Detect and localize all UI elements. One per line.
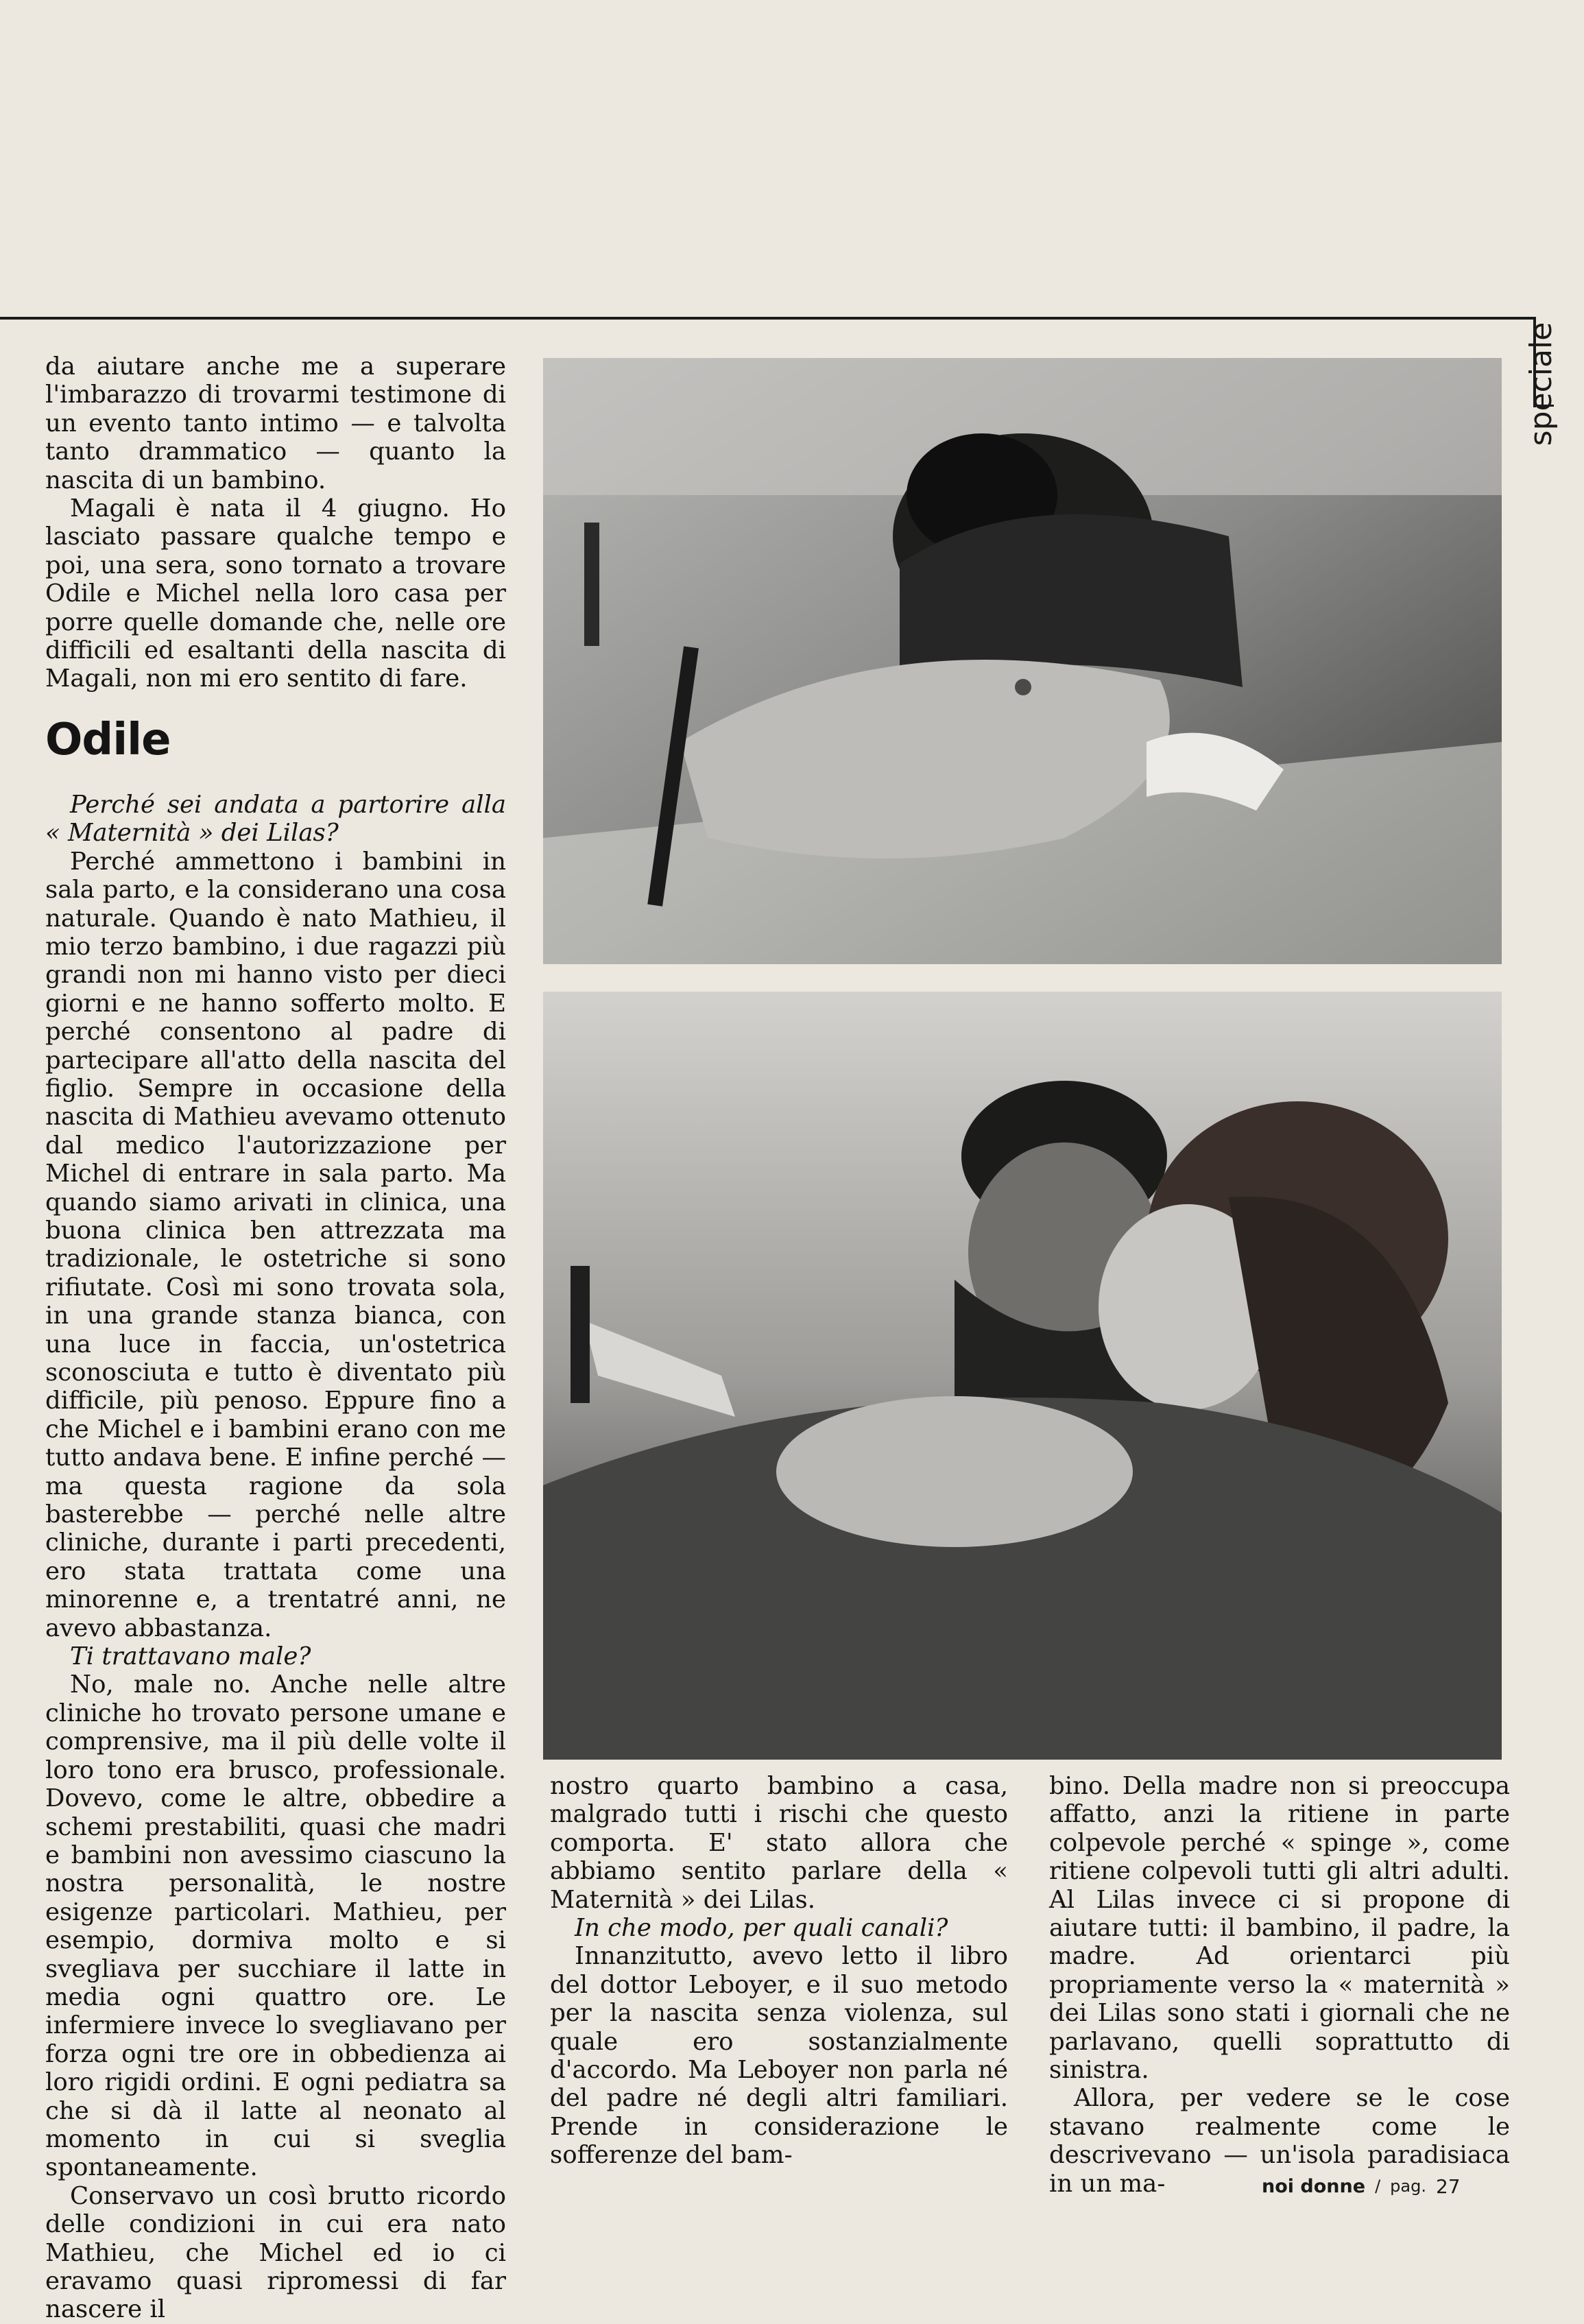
question-1: Perché sei andata a partorire alla « Maternità » dei Lilas? bbox=[45, 790, 506, 848]
photo-mother-and-father bbox=[543, 992, 1502, 1760]
question-3: In che modo, per quali canali? bbox=[575, 1914, 948, 1943]
page-label: pag. bbox=[1390, 2177, 1426, 2196]
answer-3: Conservavo un così brutto ricordo delle condizioni in cui era nato Mathieu, che Michel ed io ci eravamo quasi ripromessi di far nascere il bbox=[45, 2181, 506, 2324]
interview-heading: Odile bbox=[45, 714, 171, 765]
answer-5: Allora, per vedere se le cose stavano realmente come le descrivevano — un'isola paradisiaca in un ma- bbox=[1049, 2084, 1510, 2198]
page-footer bbox=[1262, 2172, 1536, 2200]
page-number: 27 bbox=[1435, 2175, 1461, 2198]
section-label: speciale bbox=[1524, 322, 1559, 446]
answer-2: No, male no. Anche nelle altre cliniche ho trovato persone umane e comprensive, ma il più delle volte il loro tono era brusco, professionale. Dovevo, come le altre, obbedire a schemi prestabiliti, quasi che madri e bambini non avessimo ciascuno la nostra personalità, le nostre esigenze particolari. Mathieu, per esempio, dormiva molto e si svegliava per succhiare il latte in media ogni quattro ore. Le infermiere invece lo svegliavano per forza ogni tre ore in obbedienza ai loro rigidi ordini. E ogni pediatra sa che si dà il latte al neonato al momento in cui si sveglia spontaneamente. bbox=[45, 1670, 506, 2182]
answer-1: Perché ammettono i bambini in sala parto, e la considerano una cosa naturale. Quando è nato Mathieu, il mio terzo bambino, i due ragazzi più grandi non mi hanno visto per dieci giorni e ne hanno sofferto molto. E perché consentono al padre di partecipare all'atto della nascita del figlio. Sempre in occasione della nascita di Mathieu avevamo ottenuto dal medico l'autorizzazione per Michel di entrare in sala parto. Ma quando siamo arivati in clinica, una buona clinica ben attrezzata ma tradizionale, le ostetriche si sono rifiutate. Così mi sono trovata sola, in una grande stanza bianca, con una luce in faccia, un'ostetrica sconosciuta e tutto è diventato più difficile, più penoso. Eppure fino a che Michel e i bambini erano con me tutto andava bene. E infine perché — ma questa ragione da sola basterebbe — perché nelle altre cliniche, durante i parti precedenti, ero stata trattata come una minorenne e, a trentatré anni, ne avevo abbastanza. bbox=[45, 847, 506, 1642]
intro-paragraph-2: Magali è nata il 4 giugno. Ho lasciato passare qualche tempo e poi, una sera, sono tornato a trovare Odile e Michel nella loro casa per porre quelle domande che, nelle ore difficili ed esaltanti della nascita di Magali, non mi ero sentito di fare. bbox=[45, 494, 506, 693]
column-3 bbox=[1049, 1772, 1510, 2198]
answer-4: Innanzitutto, avevo letto il libro del dottor Leboyer, e il suo metodo per la nascita senza violenza, sul quale ero sostanzialmente d'accordo. Ma Leboyer non parla né del padre né degli altri familiari. Prende in considerazione le sofferenze del bam- bbox=[550, 1942, 1008, 2170]
top-rule bbox=[0, 317, 1536, 320]
column-3-continuation: bino. Della madre non si preoccupa affatto, anzi la ritiene in parte colpevole perché « spinge », come ritiene colpevoli tutti gli altri adulti. Al Lilas invece ci si propone di aiutare tutti: il bambino, il padre, la madre. Ad orientarci più propriamente verso la « maternità » dei Lilas sono stati i giornali che ne parlavano, quelli soprattutto di sinistra. bbox=[1049, 1772, 1510, 2085]
magazine-name: noi donne bbox=[1262, 2175, 1366, 2197]
column-2 bbox=[550, 1772, 1008, 2170]
question-2: Ti trattavano male? bbox=[70, 1642, 311, 1671]
intro-paragraph-1: da aiutare anche me a superare l'imbarazzo di trovarmi testimone di un evento tanto intimo — e talvolta tanto drammatico — quanto la nascita di un bambino. bbox=[45, 352, 506, 494]
footer-separator: / bbox=[1375, 2177, 1381, 2196]
column-2-continuation: nostro quarto bambino a casa, malgrado tutti i rischi che questo comporta. E' stato allora che abbiamo sentito parlare della « Maternità » dei Lilas. bbox=[550, 1772, 1008, 1914]
photo-delivery-room-father bbox=[543, 358, 1502, 964]
column-1 bbox=[45, 352, 506, 2324]
